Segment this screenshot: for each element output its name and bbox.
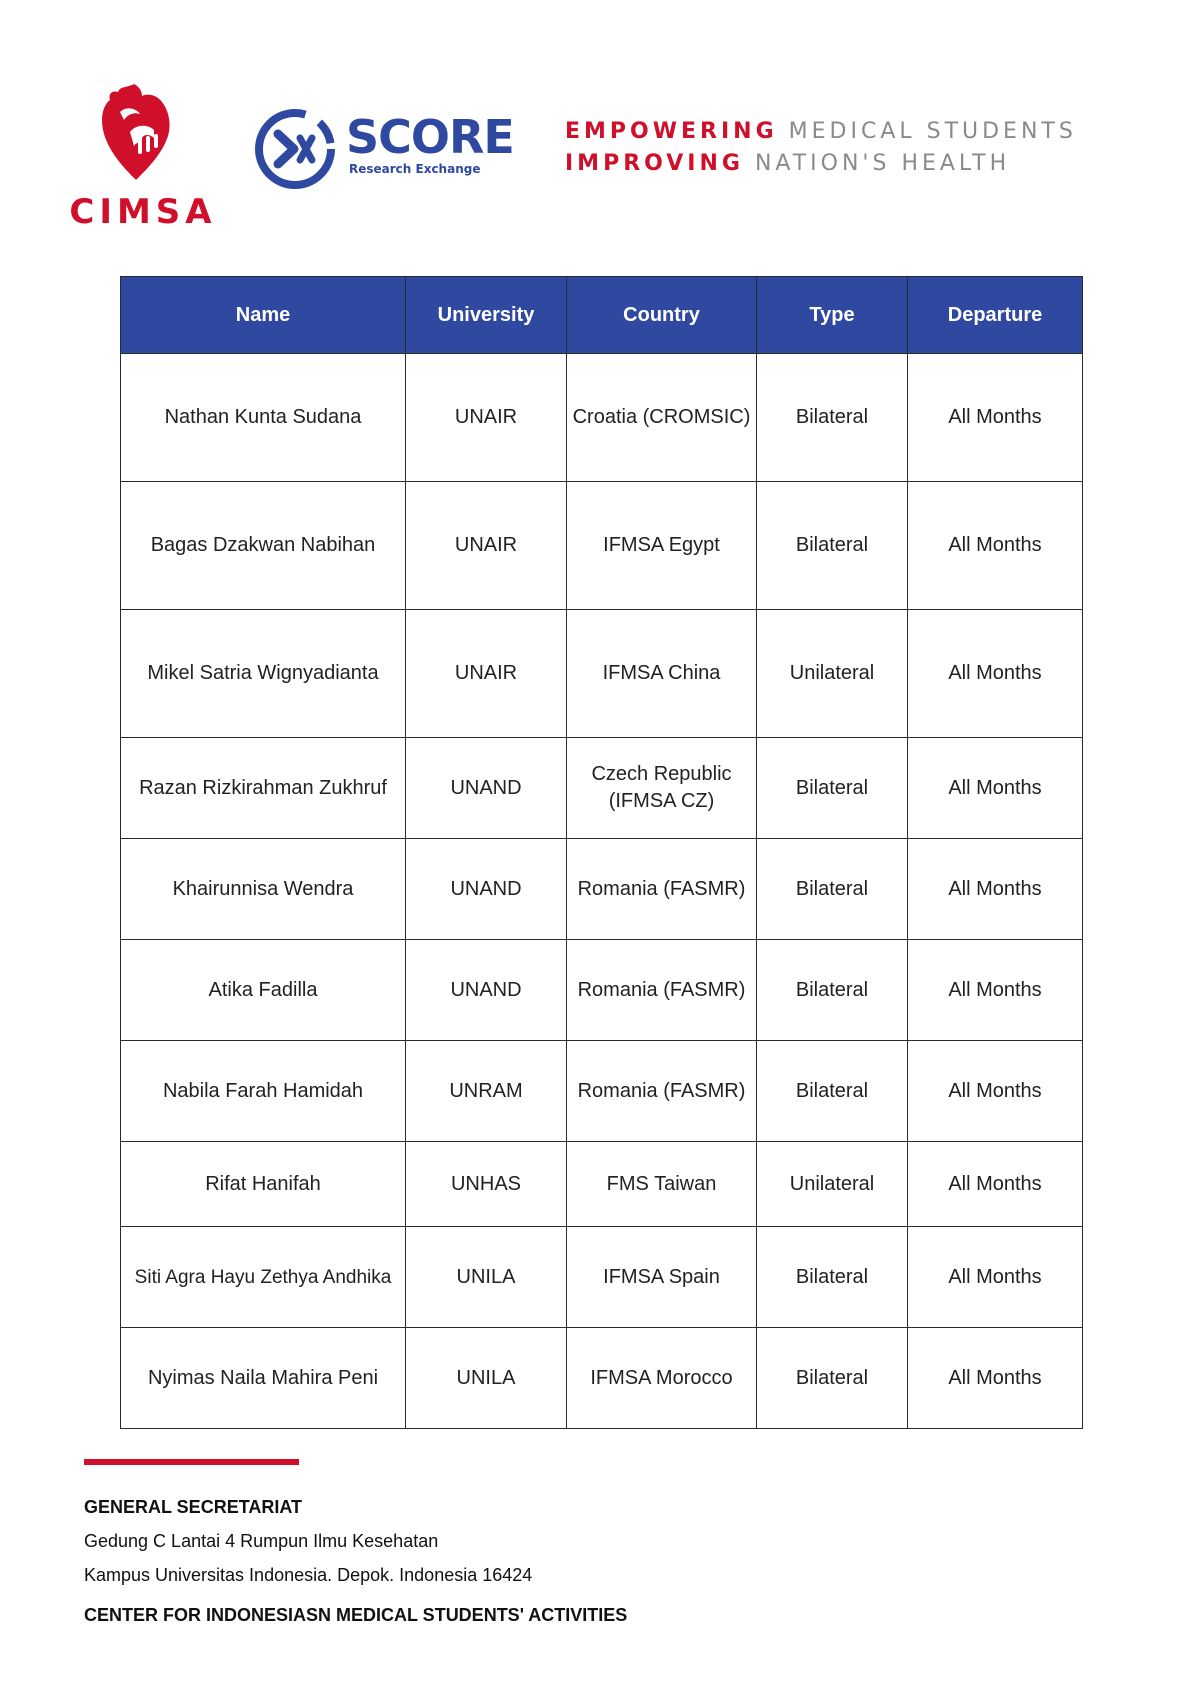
score-logo (250, 104, 514, 194)
cell-departure: All Months (908, 1227, 1083, 1328)
cell-type: Bilateral (757, 738, 908, 839)
tagline-improving: IMPROVING (565, 151, 744, 176)
cell-university: UNILA (406, 1328, 567, 1429)
cell-country: Romania (FASMR) (567, 1041, 757, 1142)
cell-type: Unilateral (757, 610, 908, 738)
table-row (121, 940, 1083, 1041)
cell-university: UNILA (406, 1227, 567, 1328)
cell-university: UNAND (406, 940, 567, 1041)
cell-university: UNAND (406, 839, 567, 940)
cell-type: Bilateral (757, 482, 908, 610)
table-row (121, 1041, 1083, 1142)
column-header-type: Type (757, 277, 908, 354)
cimsa-logo (68, 80, 218, 230)
cell-university: UNRAM (406, 1041, 567, 1142)
score-emblem-icon (250, 104, 340, 194)
table-row (121, 482, 1083, 610)
cell-type: Bilateral (757, 1041, 908, 1142)
cell-country: IFMSA Morocco (567, 1328, 757, 1429)
tagline-line-1 (565, 116, 1077, 148)
table-row (121, 738, 1083, 839)
cell-name: Rifat Hanifah (121, 1142, 406, 1227)
cell-type: Bilateral (757, 1227, 908, 1328)
cell-country: Romania (FASMR) (567, 940, 757, 1041)
cell-name: Siti Agra Hayu Zethya Andhika (121, 1227, 406, 1328)
cell-name: Razan Rizkirahman Zukhruf (121, 738, 406, 839)
cell-departure: All Months (908, 610, 1083, 738)
footer-org-full-name: CENTER FOR INDONESIASN MEDICAL STUDENTS' ACTIVITIES (84, 1605, 628, 1625)
cimsa-logo-text: CIMSA (69, 192, 217, 232)
cimsa-emblem-icon (96, 80, 176, 185)
cell-name: Nyimas Naila Mahira Peni (121, 1328, 406, 1429)
cell-name: Khairunnisa Wendra (121, 839, 406, 940)
cell-departure: All Months (908, 839, 1083, 940)
footer-address-line-1: Gedung C Lantai 4 Rumpun Ilmu Kesehatan (84, 1531, 439, 1551)
footer (84, 1490, 627, 1632)
cell-name: Mikel Satria Wignyadianta (121, 610, 406, 738)
cell-departure: All Months (908, 1041, 1083, 1142)
table-row (121, 354, 1083, 482)
cell-university: UNAIR (406, 482, 567, 610)
column-header-university: University (406, 277, 567, 354)
tagline (565, 116, 1077, 180)
column-header-name: Name (121, 277, 406, 354)
cell-departure: All Months (908, 482, 1083, 610)
cell-departure: All Months (908, 354, 1083, 482)
cell-country: IFMSA China (567, 610, 757, 738)
cell-departure: All Months (908, 1142, 1083, 1227)
cell-university: UNAIR (406, 610, 567, 738)
table-row (121, 1328, 1083, 1429)
cell-university: UNHAS (406, 1142, 567, 1227)
cell-type: Bilateral (757, 1328, 908, 1429)
cell-name: Bagas Dzakwan Nabihan (121, 482, 406, 610)
footer-org-title: GENERAL SECRETARIAT (84, 1497, 303, 1517)
cell-country: IFMSA Egypt (567, 482, 757, 610)
tagline-nations-health: NATION'S HEALTH (754, 151, 1011, 176)
cell-name: Atika Fadilla (121, 940, 406, 1041)
cell-departure: All Months (908, 940, 1083, 1041)
cell-university: UNAND (406, 738, 567, 839)
tagline-medical-students: MEDICAL STUDENTS (788, 119, 1077, 144)
cell-type: Bilateral (757, 354, 908, 482)
cell-name: Nathan Kunta Sudana (121, 354, 406, 482)
footer-address-line-2: Kampus Universitas Indonesia. Depok. Indonesia 16424 (84, 1565, 533, 1585)
table-header-row (121, 277, 1083, 354)
column-header-country: Country (567, 277, 757, 354)
table-row (121, 1142, 1083, 1227)
exchange-roster-table (120, 276, 1083, 1429)
cell-type: Unilateral (757, 1142, 908, 1227)
cell-country: FMS Taiwan (567, 1142, 757, 1227)
cell-country: IFMSA Spain (567, 1227, 757, 1328)
footer-divider (84, 1459, 299, 1465)
tagline-line-2 (565, 148, 1077, 180)
cell-university: UNAIR (406, 354, 567, 482)
cell-country: Croatia (CROMSIC) (567, 354, 757, 482)
tagline-empowering: EMPOWERING (565, 119, 778, 144)
score-logo-title: SCORE (346, 110, 514, 164)
table-row (121, 1227, 1083, 1328)
table-row (121, 839, 1083, 940)
table-row (121, 610, 1083, 738)
cell-name: Nabila Farah Hamidah (121, 1041, 406, 1142)
score-logo-subtitle: Research Exchange (349, 162, 481, 176)
cell-type: Bilateral (757, 940, 908, 1041)
cell-country: Czech Republic (IFMSA CZ) (567, 738, 757, 839)
cell-departure: All Months (908, 1328, 1083, 1429)
column-header-departure: Departure (908, 277, 1083, 354)
cell-type: Bilateral (757, 839, 908, 940)
cell-country: Romania (FASMR) (567, 839, 757, 940)
cell-departure: All Months (908, 738, 1083, 839)
